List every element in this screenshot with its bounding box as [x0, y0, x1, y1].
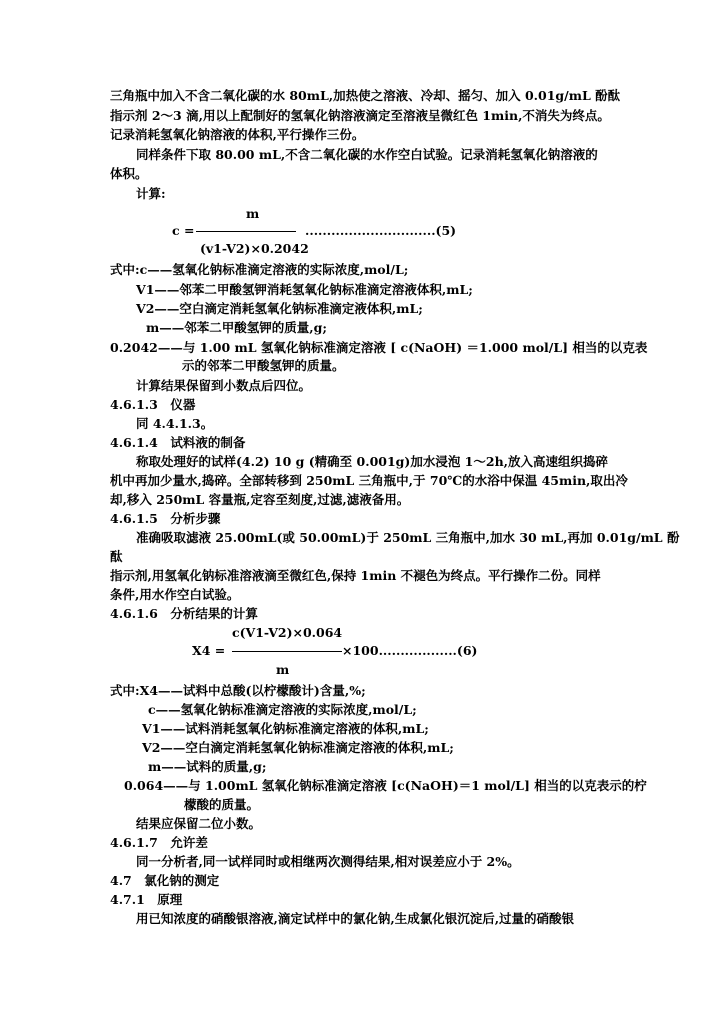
section-heading: 4.7 氯化钠的测定	[110, 873, 220, 888]
legend-line: V2——空白滴定消耗氢氧化钠标准滴定液体积,mL;	[136, 301, 423, 316]
text-line: 机中再加少量水,捣碎。全部转移到 250mL 三角瓶中,于 70℃的水浴中保温 45min,取出冷	[110, 473, 628, 488]
section-heading: 4.6.1.3 仪器	[110, 397, 196, 412]
text-line: 计算结果保留到小数点后四位。	[136, 378, 312, 393]
legend-line: V1——试料消耗氢氧化钠标准滴定溶液的体积,mL;	[142, 721, 429, 736]
section-heading: 4.7.1 原理	[110, 892, 183, 907]
text-line: 酞	[110, 549, 123, 564]
legend-line: m——邻苯二甲酸氢钾的质量,g;	[146, 320, 327, 335]
formula6-denominator: m	[276, 662, 290, 677]
text-line: 指示剂 2～3 滴,用以上配制好的氢氧化钠溶液滴定至溶液呈微红色 1min,不消失为终点。	[110, 108, 610, 123]
text-line: 准确吸取滤液 25.00mL(或 50.00mL)于 250mL 三角瓶中,加水 30 mL,再加 0.01g/mL 酚	[136, 530, 680, 545]
formula5-numerator: m	[246, 206, 260, 221]
formula5-number: ..............................(5)	[305, 223, 457, 238]
calc-label: 计算:	[136, 186, 166, 201]
formula5-lhs: c =	[172, 223, 195, 238]
legend-line: V1——邻苯二甲酸氢钾消耗氢氧化钠标准滴定溶液体积,mL;	[136, 282, 473, 297]
text-line: 记录消耗氢氧化钠溶液的体积,平行操作三份。	[110, 127, 365, 142]
text-line: 结果应保留二位小数。	[136, 816, 262, 831]
formula6-rest: ×100..................(6)	[342, 643, 478, 658]
legend-line: 檬酸的质量。	[184, 797, 260, 812]
legend-line: m——试料的质量,g;	[148, 759, 267, 774]
section-heading: 4.6.1.5 分析步骤	[110, 511, 221, 526]
formula5-denominator: (v1-V2)×0.2042	[200, 241, 309, 256]
text-line: 体积。	[110, 166, 148, 181]
text-line: 指示剂,用氢氧化钠标准溶液滴至微红色,保持 1min 不褪色为终点。平行操作二份。同样	[110, 568, 601, 583]
section-heading: 4.6.1.4 试料液的制备	[110, 435, 246, 450]
legend-line: 式中:c——氢氧化钠标准滴定溶液的实际浓度,mol/L;	[110, 262, 409, 277]
legend-line: c——氢氧化钠标准滴定溶液的实际浓度,mol/L;	[148, 702, 417, 717]
formula6-fraction-bar	[232, 651, 342, 652]
text-line: 三角瓶中加入不含二氧化碳的水 80mL,加热使之溶液、冷却、摇匀、加入 0.01g/mL 酚酞	[110, 88, 621, 103]
text-line: 同一分析者,同一试样同时或相继两次测得结果,相对误差应小于 2%。	[136, 854, 520, 869]
formula6-numerator: c(V1-V2)×0.064	[232, 625, 343, 640]
text-line: 用已知浓度的硝酸银溶液,滴定试样中的氯化钠,生成氯化银沉淀后,过量的硝酸银	[136, 911, 575, 926]
formula5-fraction-bar	[196, 231, 296, 232]
legend-line: 0.064——与 1.00mL 氢氧化钠标准滴定溶液 [c(NaOH)＝1 mol/L] 相当的以克表示的柠	[124, 778, 647, 793]
legend-line: V2——空白滴定消耗氢氧化钠标准滴定溶液的体积,mL;	[142, 740, 454, 755]
text-line: 条件,用水作空白试验。	[110, 587, 240, 602]
legend-line: 示的邻苯二甲酸氢钾的质量。	[182, 358, 345, 373]
formula6-lhs: X4 =	[192, 643, 226, 658]
legend-line: 式中:X4——试料中总酸(以柠檬酸计)含量,%;	[110, 683, 366, 698]
text-line: 同 4.4.1.3。	[136, 416, 214, 431]
section-heading: 4.6.1.6 分析结果的计算	[110, 606, 258, 621]
text-line: 同样条件下取 80.00 mL,不含二氧化碳的水作空白试验。记录消耗氢氧化钠溶液的	[136, 147, 598, 162]
section-heading: 4.6.1.7 允许差	[110, 835, 208, 850]
legend-line: 0.2042——与 1.00 mL 氢氧化钠标准滴定溶液 [ c(NaOH) ＝1.000 mol/L] 相当的以克表	[110, 340, 648, 355]
text-line: 却,移入 250mL 容量瓶,定容至刻度,过滤,滤液备用。	[110, 492, 410, 507]
text-line: 称取处理好的试样(4.2) 10 g (精确至 0.001g)加水浸泡 1～2h,放入高速组织捣碎	[136, 454, 609, 469]
